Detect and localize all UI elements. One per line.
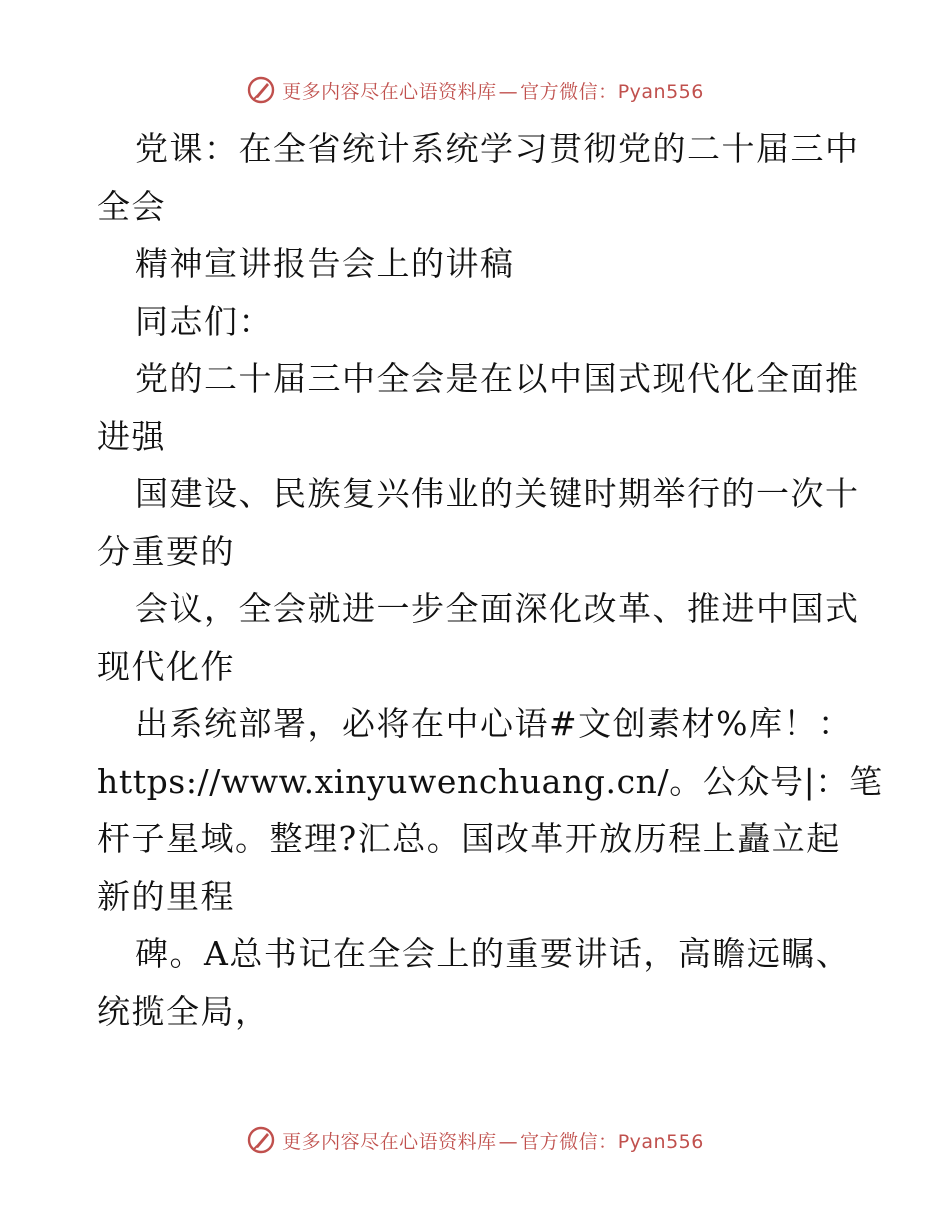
watermark-dash: — bbox=[498, 80, 519, 103]
watermark-main-text: 更多内容尽在心语资料库 bbox=[282, 1130, 497, 1153]
doc-paragraph-line: 进强 bbox=[97, 416, 166, 456]
doc-paragraph-line: 出系统部署，必将在中心语#文创素材%库！： bbox=[135, 704, 853, 743]
doc-url-line: https://www.xinyuwenchuang.cn/。公众号|：笔 bbox=[97, 761, 883, 801]
doc-title-line-3: 精神宣讲报告会上的讲稿 bbox=[135, 244, 515, 283]
doc-paragraph-line: 国建设、民族复兴伟业的关键时期举行的一次十 bbox=[135, 474, 860, 513]
quill-logo-icon bbox=[246, 1125, 276, 1155]
watermark-wechat-id: Pyan556 bbox=[617, 1130, 704, 1153]
doc-paragraph-line: 新的里程 bbox=[97, 876, 235, 916]
doc-paragraph-line: 党的二十届三中全会是在以中国式现代化全面推 bbox=[135, 359, 860, 398]
header-watermark bbox=[0, 70, 950, 110]
watermark-official-label: 官方微信： bbox=[520, 80, 618, 103]
doc-paragraph-line: 统揽全局， bbox=[97, 991, 270, 1031]
doc-paragraph-line: 分重要的 bbox=[97, 531, 235, 571]
doc-paragraph-line: 现代化作 bbox=[97, 646, 235, 686]
document-body bbox=[97, 120, 883, 1040]
watermark-text bbox=[282, 77, 704, 104]
doc-paragraph-line: 杆子星域。整理?汇总。国改革开放历程上矗立起 bbox=[97, 819, 841, 858]
footer-watermark bbox=[0, 1120, 950, 1160]
doc-paragraph-line: 碑。A总书记在全会上的重要讲话，高瞻远瞩、 bbox=[135, 934, 851, 973]
doc-title-line-2: 全会 bbox=[97, 186, 166, 226]
watermark-text bbox=[282, 1127, 704, 1154]
quill-logo-icon bbox=[246, 75, 276, 105]
watermark-official-label: 官方微信： bbox=[520, 1130, 618, 1153]
doc-paragraph-line: 会议，全会就进一步全面深化改革、推进中国式 bbox=[135, 589, 860, 628]
doc-title-line-1: 党课：在全省统计系统学习贯彻党的二十届三中 bbox=[135, 129, 860, 168]
watermark-dash: — bbox=[498, 1130, 519, 1153]
watermark-wechat-id: Pyan556 bbox=[617, 80, 704, 103]
doc-salutation: 同志们： bbox=[135, 301, 273, 341]
watermark-main-text: 更多内容尽在心语资料库 bbox=[282, 80, 497, 103]
